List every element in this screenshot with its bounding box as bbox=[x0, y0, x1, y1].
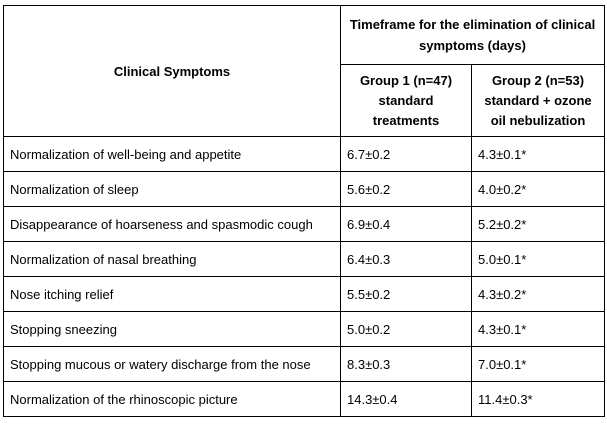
symptom-cell: Normalization of the rhinoscopic picture bbox=[4, 382, 341, 417]
table-row bbox=[4, 242, 605, 277]
header-row-top bbox=[4, 6, 605, 65]
group2-value: 4.3±0.2* bbox=[472, 277, 605, 312]
group1-value: 6.9±0.4 bbox=[341, 207, 472, 242]
symptom-cell: Normalization of nasal breathing bbox=[4, 242, 341, 277]
group2-value: 4.0±0.2* bbox=[472, 172, 605, 207]
table-row bbox=[4, 382, 605, 417]
symptom-cell: Stopping sneezing bbox=[4, 312, 341, 347]
group2-value: 5.2±0.2* bbox=[472, 207, 605, 242]
group1-value: 8.3±0.3 bbox=[341, 347, 472, 382]
symptom-cell: Normalization of well-being and appetite bbox=[4, 137, 341, 172]
symptom-cell: Normalization of sleep bbox=[4, 172, 341, 207]
group2-value: 11.4±0.3* bbox=[472, 382, 605, 417]
group1-value: 5.5±0.2 bbox=[341, 277, 472, 312]
table-row bbox=[4, 347, 605, 382]
symptom-timeframe-table bbox=[3, 5, 605, 417]
symptom-cell: Stopping mucous or watery discharge from the nose bbox=[4, 347, 341, 382]
group2-value: 5.0±0.1* bbox=[472, 242, 605, 277]
symptom-cell: Disappearance of hoarseness and spasmodic cough bbox=[4, 207, 341, 242]
group1-value: 5.0±0.2 bbox=[341, 312, 472, 347]
group1-value: 6.7±0.2 bbox=[341, 137, 472, 172]
table-row bbox=[4, 137, 605, 172]
group1-value: 14.3±0.4 bbox=[341, 382, 472, 417]
group2-value: 4.3±0.1* bbox=[472, 137, 605, 172]
header-clinical-symptoms: Clinical Symptoms bbox=[4, 6, 341, 137]
table-row bbox=[4, 207, 605, 242]
header-group-1: Group 1 (n=47) standard treatments bbox=[341, 65, 472, 137]
group2-value: 7.0±0.1* bbox=[472, 347, 605, 382]
header-group-2: Group 2 (n=53) standard + ozone oil nebulization bbox=[472, 65, 605, 137]
group1-value: 6.4±0.3 bbox=[341, 242, 472, 277]
header-timeframe: Timeframe for the elimination of clinical symptoms (days) bbox=[341, 6, 605, 65]
symptom-cell: Nose itching relief bbox=[4, 277, 341, 312]
table-row bbox=[4, 312, 605, 347]
table-row bbox=[4, 277, 605, 312]
group1-value: 5.6±0.2 bbox=[341, 172, 472, 207]
table-row bbox=[4, 172, 605, 207]
group2-value: 4.3±0.1* bbox=[472, 312, 605, 347]
